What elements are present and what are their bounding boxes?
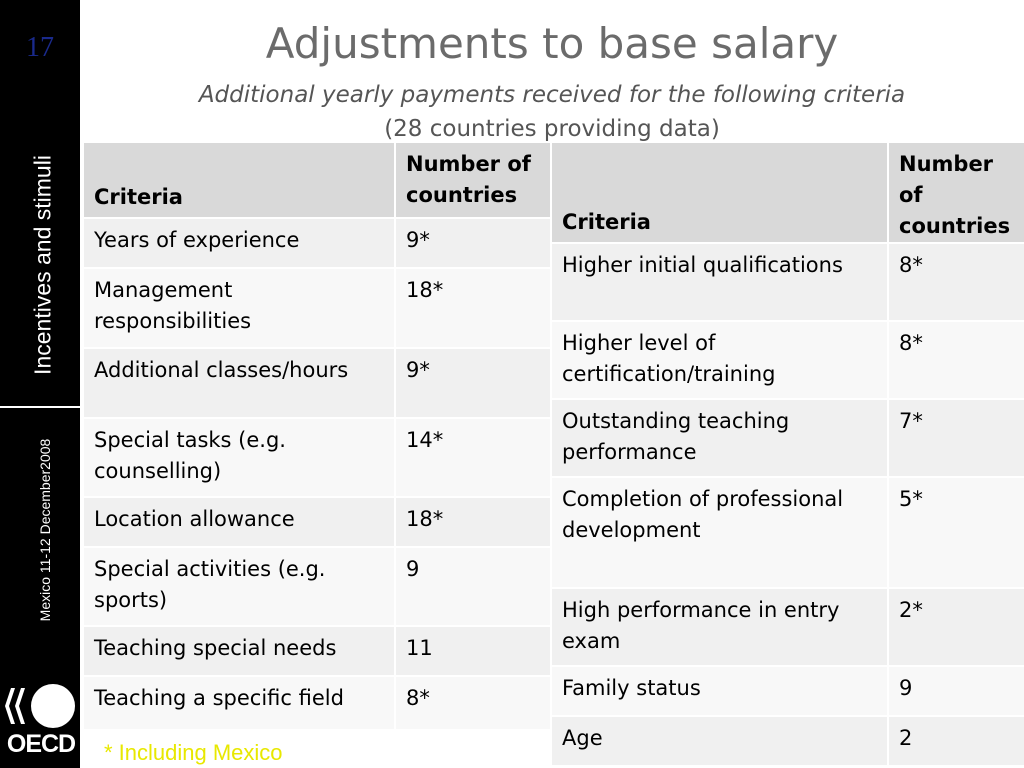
table-row [551,716,1024,766]
oecd-logo-icon [3,680,79,732]
count-cell: 5* [888,477,1024,588]
count-cell: 2 [888,716,1024,766]
count-cell: 8* [888,321,1024,399]
criteria-cell: Special activities (e.g. sports) [83,547,395,626]
table-row [83,547,551,626]
sidebar-title: Incentives and stimuli [29,155,56,375]
criteria-cell: Management responsibilities [83,268,395,348]
count-cell: 2* [888,588,1024,666]
criteria-cell: Special tasks (e.g. counselling) [83,418,395,497]
column-header-count: Number of countries [395,142,551,218]
logo-text: OECD [6,730,76,758]
subtitle-line-1: Additional yearly payments received for the following criteria [198,82,906,108]
table-row [83,626,551,676]
criteria-cell: Location allowance [83,497,395,547]
criteria-cell: Years of experience [83,218,395,268]
count-cell: 14* [395,418,551,497]
column-header-criteria: Criteria [83,142,395,218]
slide-number: 17 [26,32,54,63]
criteria-cell: Teaching special needs [83,626,395,676]
criteria-cell: High performance in entry exam [551,588,888,666]
criteria-cell: Age [551,716,888,766]
table-row [551,588,1024,666]
table-row [83,497,551,547]
criteria-table-left [82,141,552,731]
table-row [551,477,1024,588]
count-cell: 8* [395,676,551,730]
table-row [83,676,551,730]
table-row [551,666,1024,716]
column-header-count: Number of countries [888,142,1024,243]
count-cell: 9 [395,547,551,626]
subtitle-line-2: (28 countries providing data) [384,116,720,142]
criteria-cell: Additional classes/hours [83,348,395,418]
table-row [83,418,551,497]
count-cell: 7* [888,399,1024,477]
sidebar-date: Mexico 11-12 December2008 [37,438,53,622]
table-row [83,348,551,418]
column-header-criteria: Criteria [551,142,888,243]
table-row [551,321,1024,399]
count-cell: 11 [395,626,551,676]
table-row [551,399,1024,477]
criteria-cell: Outstanding teaching performance [551,399,888,477]
criteria-cell: Completion of professional development [551,477,888,588]
criteria-cell: Higher initial qualifications [551,243,888,321]
criteria-cell: Family status [551,666,888,716]
criteria-cell: Teaching a specific field [83,676,395,730]
criteria-table-right [550,141,1024,767]
oecd-logo [3,680,79,762]
page-title: Adjustments to base salary [265,19,839,68]
count-cell: 9 [888,666,1024,716]
table-row [551,243,1024,321]
sidebar-divider [0,406,80,408]
page-subtitle [80,78,1024,146]
count-cell: 9* [395,218,551,268]
count-cell: 18* [395,268,551,348]
sidebar [0,0,80,768]
table-row [83,268,551,348]
count-cell: 8* [888,243,1024,321]
count-cell: 9* [395,348,551,418]
footnote: * Including Mexico [104,740,283,765]
criteria-cell: Higher level of certification/training [551,321,888,399]
count-cell: 18* [395,497,551,547]
table-row [83,218,551,268]
